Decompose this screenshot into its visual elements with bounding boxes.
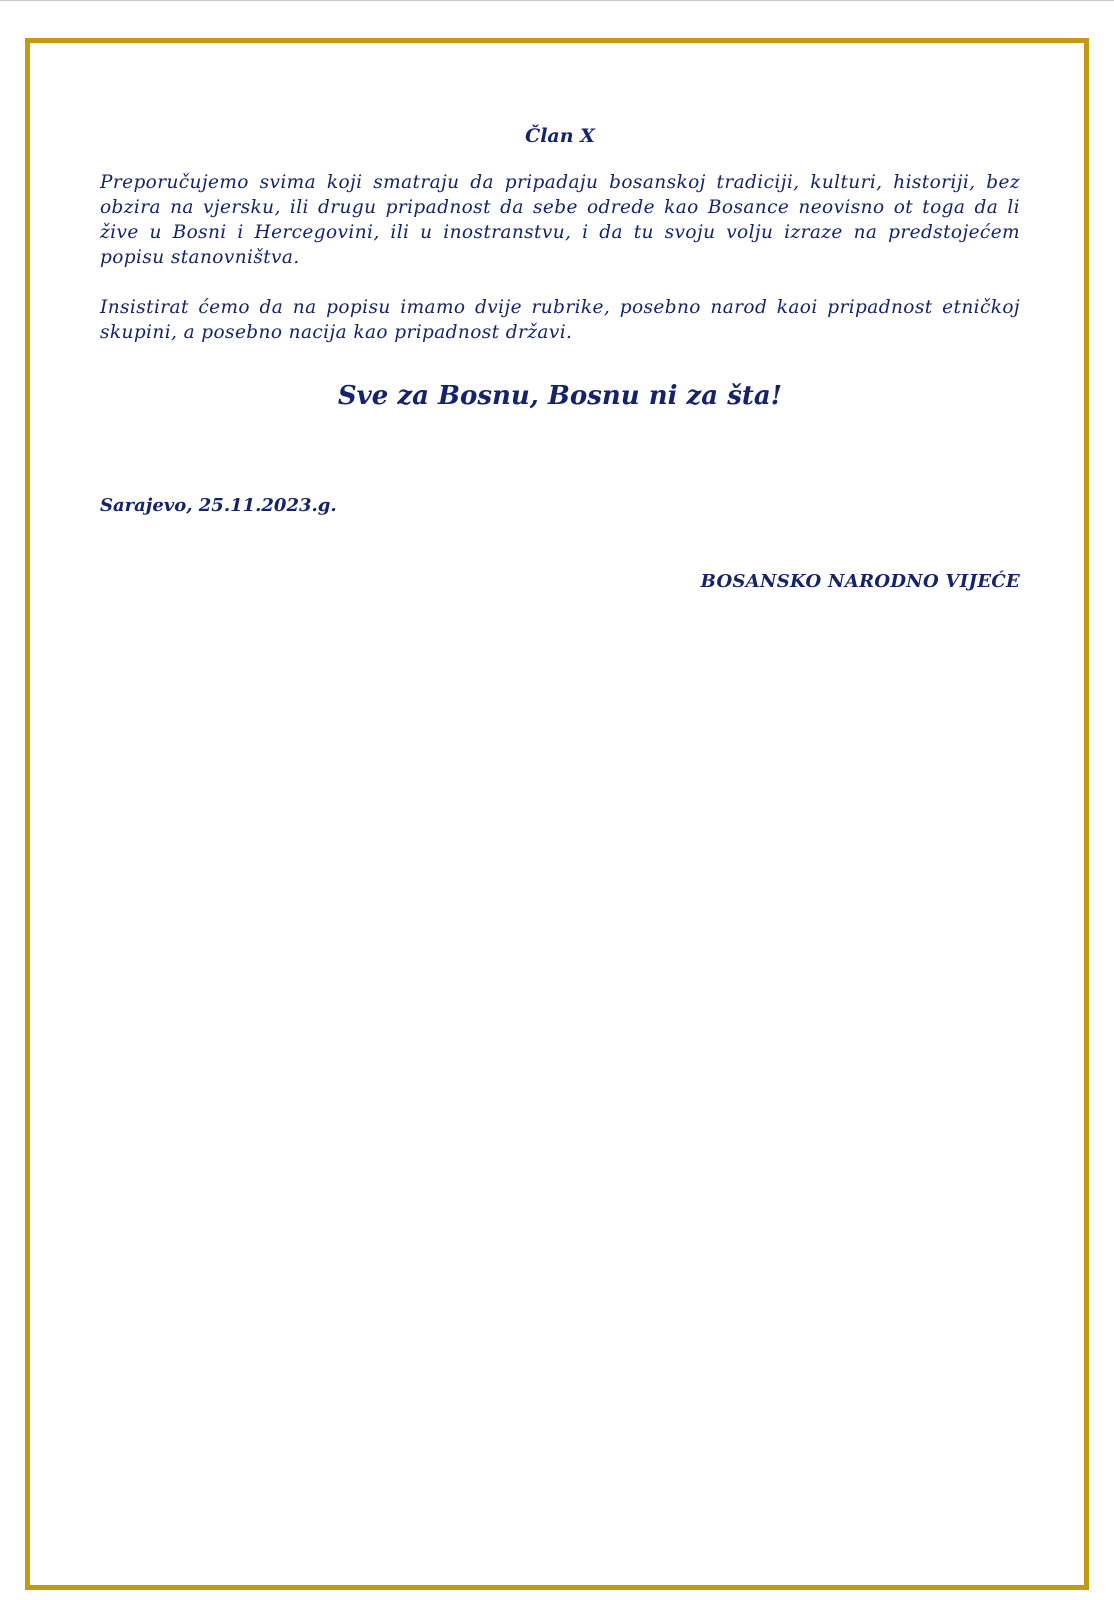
signature-organization: BOSANSKO NARODNO VIJEĆE: [700, 571, 1020, 592]
article-title: Član X: [525, 125, 595, 147]
top-divider: [0, 0, 1114, 1]
slogan: Sve za Bosnu, Bosnu ni za šta!: [337, 381, 783, 411]
paragraph-recommendation: Preporučujemo svima koji smatraju da pripadaju bosanskoj tradiciji, kulturi, historiji, bez obzira na vjersku, ili drugu pripadnost da sebe odrede kao Bosance neovisno ot toga da li žive u Bosni i Hercegovini, ili u inostranstvu, i da tu svoju volju izraze na predstojećem popisu stanovništva.: [100, 172, 1020, 268]
paragraph-census-columns: Insistirat ćemo da na popisu imamo dvije rubrike, posebno narod kaoi pripadnost etničkoj skupini, a posebno nacija kao pripadnost državi.: [100, 297, 1020, 343]
document-body: [100, 124, 1020, 592]
place-and-date: Sarajevo, 25.11.2023.g.: [100, 495, 337, 516]
